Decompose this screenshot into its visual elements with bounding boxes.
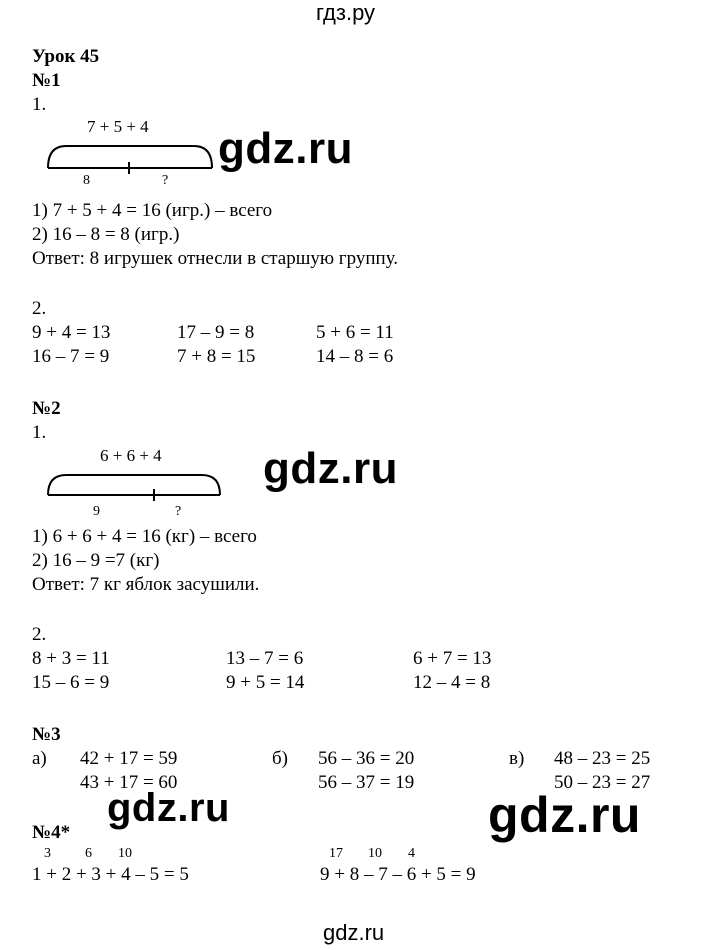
task3-equation: 50 – 23 = 27 (554, 772, 651, 793)
task1-diagram-top-label: 7 + 5 + 4 (87, 117, 149, 136)
task2-diagram-left-label: 9 (93, 504, 100, 519)
task4-right-expression: 9 + 8 – 7 – 6 + 5 = 9 (320, 864, 476, 885)
task1-line-1: 1) 7 + 5 + 4 = 16 (игр.) – всего (32, 200, 273, 221)
task3-equation: 43 + 17 = 60 (80, 772, 178, 793)
task3-group-label-v: в) (509, 748, 525, 769)
task2-equation: 8 + 3 = 11 (32, 648, 110, 669)
task4-superscript: 17 (329, 846, 343, 861)
task1-segment-diagram (46, 142, 216, 172)
task4-superscript: 3 (44, 846, 51, 861)
task1-part1-label: 1. (32, 94, 47, 115)
task1-diagram-right-label: ? (162, 173, 169, 188)
task2-part2-label: 2. (32, 624, 47, 645)
task2-equation: 15 – 6 = 9 (32, 672, 110, 693)
task1-equation: 17 – 9 = 8 (177, 322, 255, 343)
lesson-title: Урок 45 (32, 46, 100, 67)
task1-answer: Ответ: 8 игрушек отнесли в старшую группу. (32, 248, 399, 269)
task3-equation: 56 – 37 = 19 (318, 772, 415, 793)
task1-equation: 9 + 4 = 13 (32, 322, 111, 343)
task2-part1-label: 1. (32, 422, 47, 443)
task2-equation: 9 + 5 = 14 (226, 672, 305, 693)
watermark: gdz.ru (107, 786, 230, 830)
task1-equation: 16 – 7 = 9 (32, 346, 110, 367)
task4-superscript: 10 (118, 846, 132, 861)
task4-superscript: 10 (368, 846, 382, 861)
task3-group-label-b: б) (272, 748, 288, 769)
task2-line-1: 1) 6 + 6 + 4 = 16 (кг) – всего (32, 526, 257, 547)
task2-diagram-top-label: 6 + 6 + 4 (100, 446, 162, 465)
task2-equation: 12 – 4 = 8 (413, 672, 491, 693)
task1-part2-label: 2. (32, 298, 47, 319)
site-header: гдз.ру (316, 0, 376, 25)
task2-segment-diagram (46, 471, 226, 501)
task4-superscript: 4 (408, 846, 415, 861)
task2-answer: Ответ: 7 кг яблок засушили. (32, 574, 260, 595)
watermark: gdz.ru (218, 124, 353, 173)
task3-equation: 48 – 23 = 25 (554, 748, 651, 769)
task2-diagram-right-label: ? (175, 504, 182, 519)
task1-line-2: 2) 16 – 8 = 8 (игр.) (32, 224, 180, 245)
watermark: gdz.ru (488, 787, 641, 843)
task2-number: №2 (32, 398, 61, 419)
task4-superscript: 6 (85, 846, 92, 861)
task2-line-2: 2) 16 – 9 =7 (кг) (32, 550, 160, 571)
task1-equation: 14 – 8 = 6 (316, 346, 394, 367)
task4-left-expression: 1 + 2 + 3 + 4 – 5 = 5 (32, 864, 189, 885)
task2-equation: 6 + 7 = 13 (413, 648, 492, 669)
task1-equation: 7 + 8 = 15 (177, 346, 256, 367)
task3-group-label-a: а) (32, 748, 47, 769)
task1-number: №1 (32, 70, 61, 91)
task1-diagram-left-label: 8 (83, 173, 90, 188)
task2-equation: 13 – 7 = 6 (226, 648, 304, 669)
task1-equation: 5 + 6 = 11 (316, 322, 394, 343)
footer-watermark: gdz.ru (323, 920, 385, 945)
task3-number: №3 (32, 724, 61, 745)
watermark: gdz.ru (263, 444, 398, 493)
task3-equation: 56 – 36 = 20 (318, 748, 415, 769)
task3-equation: 42 + 17 = 59 (80, 748, 178, 769)
task4-number: №4* (32, 822, 71, 843)
